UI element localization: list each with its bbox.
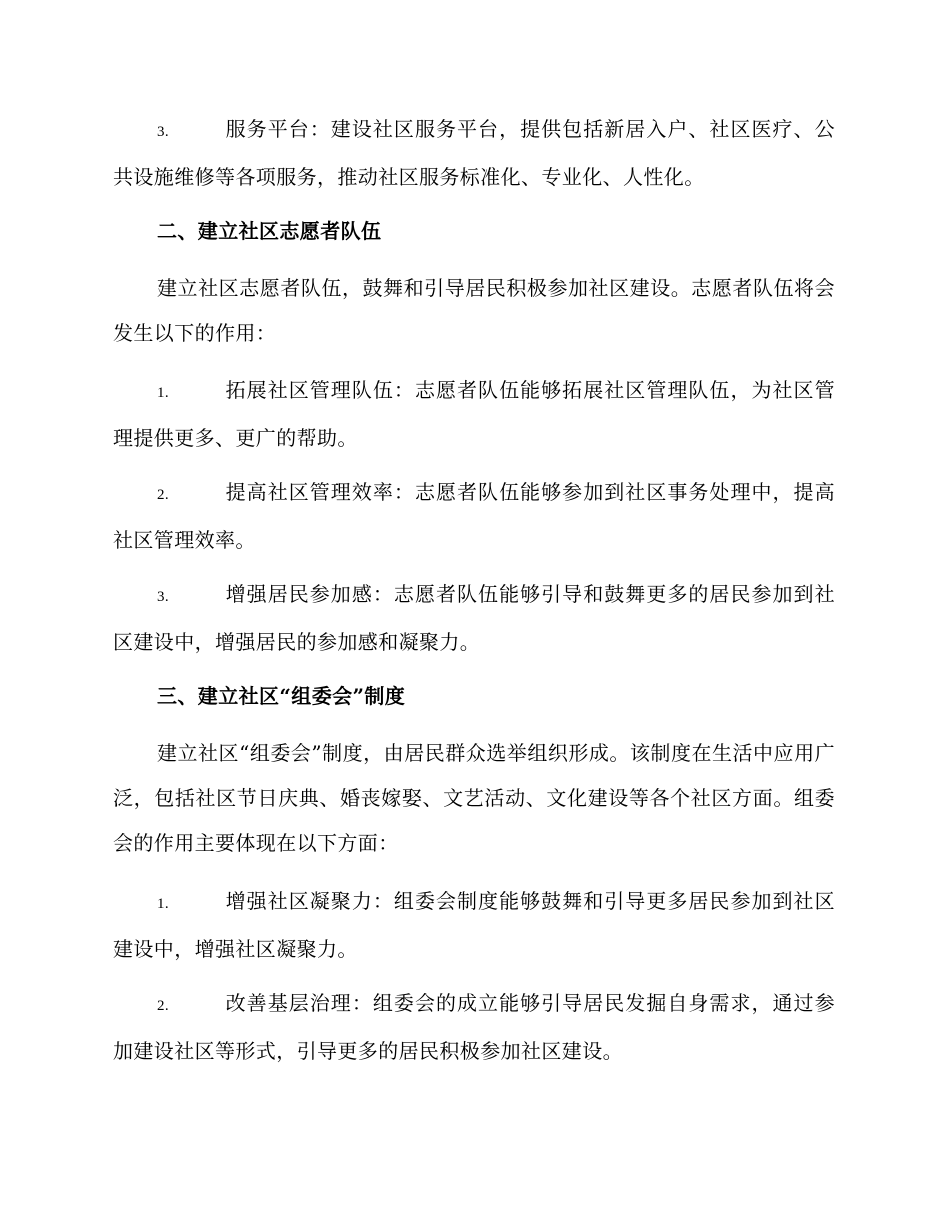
- list-item-text: 改善基层治理：组委会的成立能够引导居民发掘自身需求，通过参加建设社区等形式，引导更多的居民积极参加社区建设。: [113, 991, 835, 1063]
- list-item: [113, 572, 835, 665]
- list-item-service-platform: [113, 107, 835, 200]
- section-intro-volunteers: 建立社区志愿者队伍，鼓舞和引导居民积极参加社区建设。志愿者队伍将会发生以下的作用：: [113, 276, 835, 345]
- section-heading-committee: 三、建立社区“组委会”制度: [157, 684, 406, 708]
- list-item: [113, 879, 835, 972]
- list-number: 2.: [157, 998, 170, 1014]
- list-item-text: 服务平台：建设社区服务平台，提供包括新居入户、社区医疗、公共设施维修等各项服务，推动社区服务标准化、专业化、人性化。: [113, 117, 835, 189]
- list-item-text: 提高社区管理效率：志愿者队伍能够参加到社区事务处理中，提高社区管理效率。: [113, 480, 835, 552]
- list-item-text: 拓展社区管理队伍：志愿者队伍能够拓展社区管理队伍，为社区管理提供更多、更广的帮助。: [113, 378, 835, 450]
- list-number: 2.: [157, 487, 170, 503]
- list-number: 1.: [157, 385, 170, 401]
- list-item: [113, 470, 835, 563]
- list-item-text: 增强社区凝聚力：组委会制度能够鼓舞和引导更多居民参加到社区建设中，增强社区凝聚力。: [113, 889, 835, 961]
- list-number: 3.: [157, 124, 170, 140]
- list-number: 3.: [157, 589, 170, 605]
- section-heading-volunteers: 二、建立社区志愿者队伍: [157, 219, 382, 243]
- list-item: [113, 368, 835, 461]
- section-intro-committee: 建立社区“组委会”制度，由居民群众选举组织形成。该制度在生活中应用广泛，包括社区节日庆典、婚丧嫁娶、文艺活动、文化建设等各个社区方面。组委会的作用主要体现在以下方面：: [113, 741, 835, 855]
- list-item-text: 增强居民参加感：志愿者队伍能够引导和鼓舞更多的居民参加到社区建设中，增强居民的参加感和凝聚力。: [113, 582, 835, 654]
- list-item: [113, 981, 835, 1074]
- list-number: 1.: [157, 896, 170, 912]
